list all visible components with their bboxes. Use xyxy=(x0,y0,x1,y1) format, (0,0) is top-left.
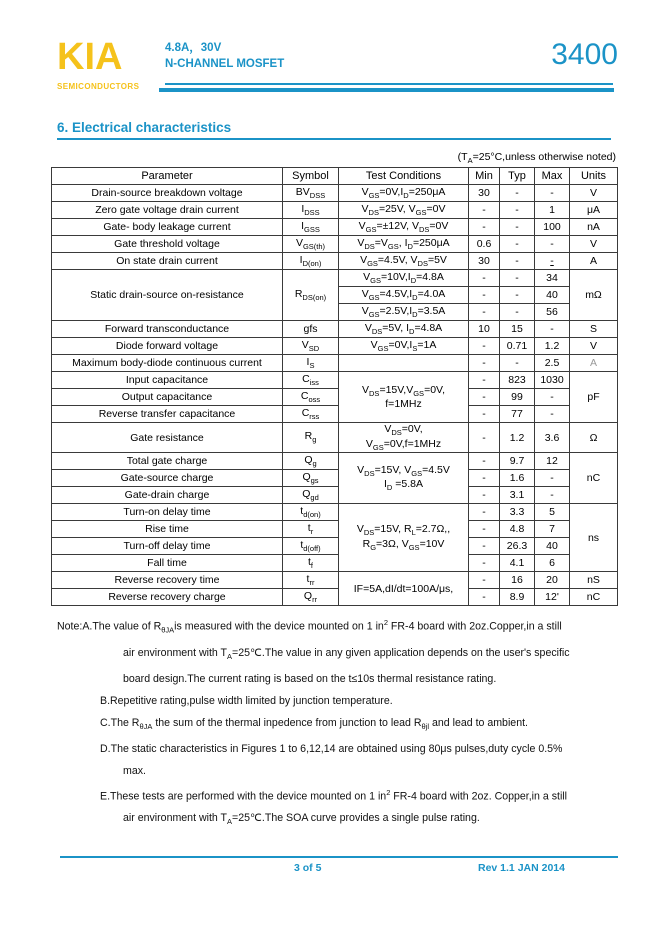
table-cell: 3.6 xyxy=(535,423,570,453)
table-cell: $V_{DS}=15V$, $R_L=2.7\Omega$,, $R_G=3\Omega$, $V_{GS}=10V$ xyxy=(339,504,469,572)
table-cell: - xyxy=(500,236,535,253)
table-cell: 5 xyxy=(535,504,570,521)
table-cell: - xyxy=(500,219,535,236)
table-row xyxy=(52,521,618,538)
table-cell: 6 xyxy=(535,555,570,572)
table-cell: - xyxy=(500,202,535,219)
table-cell: 99 xyxy=(500,389,535,406)
table-cell: - xyxy=(500,270,535,287)
table-cell: Gate-source charge xyxy=(52,470,283,487)
table-cell: - xyxy=(535,236,570,253)
table-row xyxy=(52,504,618,521)
table-cell: 2.5 xyxy=(535,355,570,372)
column-header: Typ xyxy=(500,168,535,185)
table-row xyxy=(52,453,618,470)
table-cell: A xyxy=(570,355,618,372)
table-cell: 34 xyxy=(535,270,570,287)
table-cell: $V_{GS}=0V,I_S=1A$ xyxy=(339,338,469,355)
header-rule-thick xyxy=(159,88,614,92)
table-cell: 823 xyxy=(500,372,535,389)
table-cell: Gate-drain charge xyxy=(52,487,283,504)
table-cell: $V_{GS}=4.5V$, $V_{DS}=5V$ xyxy=(339,253,469,270)
table-cell: V xyxy=(570,338,618,355)
table-cell: $V_{GS}=10V,I_D=4.8A$ xyxy=(339,270,469,287)
table-row xyxy=(52,372,618,389)
table-header-row xyxy=(52,168,618,185)
table-cell: $V_{DS}=15V,V_{GS}=0V$, f=1MHz xyxy=(339,372,469,423)
table-row xyxy=(52,589,618,606)
table-row xyxy=(52,270,618,287)
table-cell: 4.1 xyxy=(500,555,535,572)
table-cell: Rise time xyxy=(52,521,283,538)
table-cell: - xyxy=(500,253,535,270)
table-row xyxy=(52,538,618,555)
table-cell: $t_{d(on)}$ xyxy=(283,504,339,521)
note-line: air environment with $T_A=25℃.The$ SOA curve provides a single pulse rating. xyxy=(123,812,480,827)
note-line: B.Repetitive rating,pulse width limited by junction temperature. xyxy=(100,694,393,707)
table-cell: - xyxy=(469,202,500,219)
note-line: max. xyxy=(123,764,146,777)
table-cell: Turn-off delay time xyxy=(52,538,283,555)
table-cell: 1.6 xyxy=(500,470,535,487)
table-cell: $C_{oss}$ xyxy=(283,389,339,406)
table-cell: - xyxy=(469,287,500,304)
table-cell: - xyxy=(469,470,500,487)
table-row xyxy=(52,202,618,219)
table-cell xyxy=(339,355,469,372)
table-cell: $I_{DSS}$ xyxy=(283,202,339,219)
table-row xyxy=(52,423,618,453)
table-cell: - xyxy=(469,453,500,470)
table-cell: IF=5A,dI/dt=100A/μs, xyxy=(339,572,469,606)
table-cell: gfs xyxy=(283,321,339,338)
table-cell: 9.7 xyxy=(500,453,535,470)
table-cell: $V_{DS}=25V$, $V_{GS}=0V$ xyxy=(339,202,469,219)
table-cell: $V_{GS}=4.5V,I_D=4.0A$ xyxy=(339,287,469,304)
table-cell: - xyxy=(469,372,500,389)
table-cell: - xyxy=(469,270,500,287)
column-header: Units xyxy=(570,168,618,185)
table-cell: 40 xyxy=(535,287,570,304)
table-cell: ns xyxy=(570,504,618,572)
table-cell: - xyxy=(535,185,570,202)
table-cell: - xyxy=(535,406,570,423)
table-cell: On state drain current xyxy=(52,253,283,270)
table-cell: $Q_{gd}$ xyxy=(283,487,339,504)
table-cell: 0.71 xyxy=(500,338,535,355)
table-row xyxy=(52,321,618,338)
table-cell: - xyxy=(469,338,500,355)
table-cell: $C_{iss}$ xyxy=(283,372,339,389)
table-cell: Ω xyxy=(570,423,618,453)
table-cell: Output capacitance xyxy=(52,389,283,406)
table-cell: $V_{GS}=0V,I_D=250\mu A$ xyxy=(339,185,469,202)
table-cell: Drain-source breakdown voltage xyxy=(52,185,283,202)
table-cell: 10 xyxy=(469,321,500,338)
table-cell: 12' xyxy=(535,589,570,606)
table-row xyxy=(52,555,618,572)
table-cell: $R_{DS(on)}$ xyxy=(283,270,339,321)
table-cell: 26.3 xyxy=(500,538,535,555)
table-cell: nA xyxy=(570,219,618,236)
header-rule-thin xyxy=(165,83,613,85)
table-cell: $V_{DS}=0V$, $V_{GS}=0V,f=1MHz$ xyxy=(339,423,469,453)
column-header: Test Conditions xyxy=(339,168,469,185)
brand-logo: KIA xyxy=(57,36,123,78)
table-cell: Total gate charge xyxy=(52,453,283,470)
table-row xyxy=(52,219,618,236)
table-cell: 56 xyxy=(535,304,570,321)
table-cell: mΩ xyxy=(570,270,618,321)
table-cell: - xyxy=(469,219,500,236)
table-cell: Turn-on delay time xyxy=(52,504,283,521)
table-cell: Zero gate voltage drain current xyxy=(52,202,283,219)
table-cell: 3.1 xyxy=(500,487,535,504)
table-row xyxy=(52,406,618,423)
table-cell: Gate- body leakage current xyxy=(52,219,283,236)
table-cell: - xyxy=(535,487,570,504)
table-cell: - xyxy=(500,355,535,372)
table-cell: $V_{GS}=2.5V,I_D=3.5A$ xyxy=(339,304,469,321)
table-cell: Reverse recovery time xyxy=(52,572,283,589)
section-title: 6. Electrical characteristics xyxy=(57,120,611,140)
note-line: D.The static characteristics in Figures 1 to 6,12,14 are obtained using 80μs pulses,duty cycle 0.5% xyxy=(100,742,563,755)
table-cell: - xyxy=(500,287,535,304)
table-cell: $Q_{gs}$ xyxy=(283,470,339,487)
table-cell: 16 xyxy=(500,572,535,589)
table-cell: - xyxy=(469,304,500,321)
table-cell: - xyxy=(469,589,500,606)
table-cell: 15 xyxy=(500,321,535,338)
table-cell: - xyxy=(469,521,500,538)
table-cell: nS xyxy=(570,572,618,589)
table-cell: 0.6 xyxy=(469,236,500,253)
table-cell: - xyxy=(469,555,500,572)
table-row xyxy=(52,185,618,202)
table-cell: nC xyxy=(570,453,618,504)
table-cell: $BV_{DSS}$ xyxy=(283,185,339,202)
table-cell: 7 xyxy=(535,521,570,538)
table-cell: 20 xyxy=(535,572,570,589)
device-summary xyxy=(165,40,284,72)
page-number: 3 of 5 xyxy=(294,862,322,874)
table-cell: Gate resistance xyxy=(52,423,283,453)
table-cell: 77 xyxy=(500,406,535,423)
table-cell: Gate threshold voltage xyxy=(52,236,283,253)
table-cell: $Q_{rr}$ xyxy=(283,589,339,606)
table-cell: 30 xyxy=(469,253,500,270)
table-cell: 4.8 xyxy=(500,521,535,538)
table-cell: Diode forward voltage xyxy=(52,338,283,355)
table-cell: - xyxy=(469,487,500,504)
table-cell: $I_S$ xyxy=(283,355,339,372)
table-cell: - xyxy=(500,185,535,202)
table-cell: Forward transconductance xyxy=(52,321,283,338)
table-cell: S xyxy=(570,321,618,338)
table-row xyxy=(52,487,618,504)
revision-label: Rev 1.1 JAN 2014 xyxy=(478,862,565,874)
table-cell: - xyxy=(535,389,570,406)
note-line: E.These tests are performed with the device mounted on 1 $in^2$ FR-4 board with 2oz. Copper,in a still xyxy=(100,787,568,803)
table-cell: 1030 xyxy=(535,372,570,389)
note-line: air environment with $T_A=25℃.The$ value in any given application depends on the user's specific xyxy=(123,646,570,661)
device-type: N-CHANNEL MOSFET xyxy=(165,58,285,70)
table-cell: $V_{GS}=\pm 12V$, $V_{DS}=0V$ xyxy=(339,219,469,236)
table-cell: pF xyxy=(570,372,618,423)
note-line: board design.The current rating is based on the t≤10s thermal resistance rating. xyxy=(123,672,497,685)
table-cell: $V_{DS}=15V$, $V_{GS}=4.5V$ $I_D =5.8A$ xyxy=(339,453,469,504)
table-cell: - xyxy=(500,304,535,321)
notes-block xyxy=(57,612,619,834)
table-cell: $V_{DS}=5V$, $I_D=4.8A$ xyxy=(339,321,469,338)
table-cell: nC xyxy=(570,589,618,606)
table-cell: 40 xyxy=(535,538,570,555)
table-cell: $I_{D(on)}$ xyxy=(283,253,339,270)
brand-logo-subtext: SEMICONDUCTORS xyxy=(57,82,140,91)
table-cell: - xyxy=(469,572,500,589)
table-cell: - xyxy=(469,355,500,372)
table-cell: $V_{DS}=V_{GS}$, $I_D=250\mu A$ xyxy=(339,236,469,253)
table-cell: Reverse transfer capacitance xyxy=(52,406,283,423)
table-cell: A xyxy=(570,253,618,270)
table-row xyxy=(52,389,618,406)
table-cell: - xyxy=(535,470,570,487)
table-cell: 30 xyxy=(469,185,500,202)
footer-rule xyxy=(60,856,618,858)
table-row xyxy=(52,236,618,253)
table-cell: 12 xyxy=(535,453,570,470)
note-line: C.The $R_{\theta JA}$ the sum of the thermal inpedence from junction to lead $R_{\theta jl}$ and lead to ambient. xyxy=(100,716,528,731)
column-header: Parameter xyxy=(52,168,283,185)
column-header: Symbol xyxy=(283,168,339,185)
test-condition-note: ($T_A=25^\circ C,unless$ otherwise noted) xyxy=(457,151,616,166)
table-cell: 3.3 xyxy=(500,504,535,521)
table-cell: 1 xyxy=(535,202,570,219)
table-cell: $I_{GSS}$ xyxy=(283,219,339,236)
table-cell: Maximum body-diode continuous current xyxy=(52,355,283,372)
table-cell: Static drain-source on-resistance xyxy=(52,270,283,321)
part-number: 3400 xyxy=(551,38,618,71)
table-cell: - xyxy=(469,406,500,423)
table-cell: - xyxy=(469,538,500,555)
table-cell: Fall time xyxy=(52,555,283,572)
table-cell: $t_f$ xyxy=(283,555,339,572)
table-cell: 1.2 xyxy=(535,338,570,355)
table-cell: 100 xyxy=(535,219,570,236)
table-cell: Input capacitance xyxy=(52,372,283,389)
table-cell: - xyxy=(469,389,500,406)
table-cell: - xyxy=(535,321,570,338)
column-header: Min xyxy=(469,168,500,185)
table-cell: V xyxy=(570,236,618,253)
table-cell: $t_{d(off)}$ xyxy=(283,538,339,555)
table-cell: 1.2 xyxy=(500,423,535,453)
table-cell: $R_g$ xyxy=(283,423,339,453)
table-row xyxy=(52,470,618,487)
note-line: Note:A.The value of $R_{\theta JA}is$ measured with the device mounted on 1 $in^2$ FR-4 board with 2oz.Copper,in a still xyxy=(57,618,562,635)
table-cell: $V_{SD}$ xyxy=(283,338,339,355)
table-cell: - xyxy=(469,423,500,453)
table-cell: - xyxy=(535,253,570,270)
table-cell: μA xyxy=(570,202,618,219)
table-cell: $t_r$ xyxy=(283,521,339,538)
table-cell: Reverse recovery charge xyxy=(52,589,283,606)
table-cell: $Q_g$ xyxy=(283,453,339,470)
table-cell: $C_{rss}$ xyxy=(283,406,339,423)
table-row xyxy=(52,253,618,270)
table-cell: - xyxy=(469,504,500,521)
table-cell: V xyxy=(570,185,618,202)
device-rating: 4.8A，30V xyxy=(165,42,222,54)
column-header: Max xyxy=(535,168,570,185)
table-cell: $V_{GS(th)}$ xyxy=(283,236,339,253)
table-row xyxy=(52,572,618,589)
table-cell: $t_{rr}$ xyxy=(283,572,339,589)
electrical-characteristics-table xyxy=(51,167,618,606)
table-cell: 8.9 xyxy=(500,589,535,606)
table-row xyxy=(52,338,618,355)
table-row xyxy=(52,355,618,372)
